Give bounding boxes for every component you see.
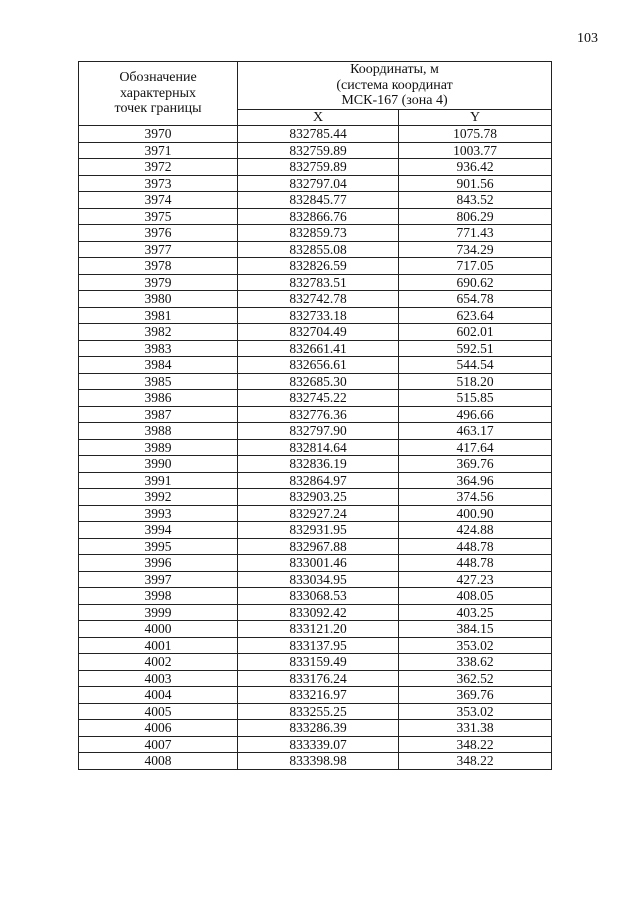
y-coordinate-cell: 602.01 [399,324,552,341]
point-number-cell: 3982 [79,324,238,341]
x-coordinate-cell: 832776.36 [238,406,399,423]
y-coordinate-cell: 348.22 [399,736,552,753]
point-number-cell: 3978 [79,258,238,275]
x-coordinate-cell: 833398.98 [238,753,399,770]
table-row [79,390,552,407]
table-row [79,654,552,671]
y-coordinate-cell: 771.43 [399,225,552,242]
table-row [79,538,552,555]
table-row [79,604,552,621]
x-coordinate-cell: 832661.41 [238,340,399,357]
point-number-cell: 3999 [79,604,238,621]
point-number-cell: 3983 [79,340,238,357]
table-row [79,423,552,440]
point-number-cell: 3995 [79,538,238,555]
y-coordinate-cell: 544.54 [399,357,552,374]
x-coordinate-cell: 833034.95 [238,571,399,588]
x-coordinate-cell: 832845.77 [238,192,399,209]
x-coordinate-cell: 832745.22 [238,390,399,407]
header-point-line: Обозначение [119,70,197,86]
header-y: Y [399,109,552,126]
point-number-cell: 4000 [79,621,238,638]
y-coordinate-cell: 424.88 [399,522,552,539]
table-row [79,555,552,572]
point-number-cell: 4006 [79,720,238,737]
point-number-cell: 4001 [79,637,238,654]
point-number-cell: 3980 [79,291,238,308]
y-coordinate-cell: 364.96 [399,472,552,489]
x-coordinate-cell: 832826.59 [238,258,399,275]
point-number-cell: 3988 [79,423,238,440]
point-number-cell: 3985 [79,373,238,390]
x-coordinate-cell: 833339.07 [238,736,399,753]
header-point-line: характерных [119,85,197,101]
x-coordinate-cell: 832759.89 [238,142,399,159]
table-row [79,505,552,522]
x-coordinate-cell: 832859.73 [238,225,399,242]
x-coordinate-cell: 833001.46 [238,555,399,572]
x-coordinate-cell: 832733.18 [238,307,399,324]
table-row [79,357,552,374]
y-coordinate-cell: 417.64 [399,439,552,456]
point-number-cell: 3996 [79,555,238,572]
table-row [79,753,552,770]
table-row [79,159,552,176]
header-coords-line: Координаты, м [350,62,439,77]
x-coordinate-cell: 833137.95 [238,637,399,654]
table-row [79,225,552,242]
y-coordinate-cell: 408.05 [399,588,552,605]
y-coordinate-cell: 448.78 [399,538,552,555]
y-coordinate-cell: 338.62 [399,654,552,671]
point-number-cell: 4004 [79,687,238,704]
point-number-cell: 4002 [79,654,238,671]
y-coordinate-cell: 592.51 [399,340,552,357]
y-coordinate-cell: 427.23 [399,571,552,588]
table-row [79,208,552,225]
table-row [79,456,552,473]
table-row [79,522,552,539]
table-row [79,489,552,506]
table-row [79,192,552,209]
x-coordinate-cell: 833159.49 [238,654,399,671]
point-number-cell: 3972 [79,159,238,176]
header-x: X [238,109,399,126]
y-coordinate-cell: 843.52 [399,192,552,209]
table-row [79,621,552,638]
x-coordinate-cell: 832927.24 [238,505,399,522]
table-row [79,340,552,357]
point-number-cell: 3975 [79,208,238,225]
point-number-cell: 3989 [79,439,238,456]
x-coordinate-cell: 832797.04 [238,175,399,192]
header-coords-line: (система координат [336,77,453,93]
x-coordinate-cell: 833176.24 [238,670,399,687]
table-row [79,142,552,159]
x-coordinate-cell: 833068.53 [238,588,399,605]
point-number-cell: 3979 [79,274,238,291]
y-coordinate-cell: 353.02 [399,637,552,654]
point-number-cell: 4003 [79,670,238,687]
y-coordinate-cell: 448.78 [399,555,552,572]
x-coordinate-cell: 832783.51 [238,274,399,291]
x-coordinate-cell: 832742.78 [238,291,399,308]
point-number-cell: 3973 [79,175,238,192]
table-row [79,274,552,291]
x-coordinate-cell: 832814.64 [238,439,399,456]
table-row [79,571,552,588]
x-coordinate-cell: 832797.90 [238,423,399,440]
table-row [79,373,552,390]
point-number-cell: 4008 [79,753,238,770]
y-coordinate-cell: 348.22 [399,753,552,770]
y-coordinate-cell: 901.56 [399,175,552,192]
y-coordinate-cell: 1075.78 [399,126,552,143]
table-row [79,736,552,753]
x-coordinate-cell: 832656.61 [238,357,399,374]
point-number-cell: 3987 [79,406,238,423]
table-body [79,126,552,770]
y-coordinate-cell: 353.02 [399,703,552,720]
x-coordinate-cell: 832855.08 [238,241,399,258]
point-number-cell: 3970 [79,126,238,143]
x-coordinate-cell: 832866.76 [238,208,399,225]
x-coordinate-cell: 833216.97 [238,687,399,704]
table-row [79,670,552,687]
table-row [79,291,552,308]
point-number-cell: 3997 [79,571,238,588]
y-coordinate-cell: 806.29 [399,208,552,225]
y-coordinate-cell: 690.62 [399,274,552,291]
point-number-cell: 3991 [79,472,238,489]
point-number-cell: 3984 [79,357,238,374]
x-coordinate-cell: 832759.89 [238,159,399,176]
table-row [79,324,552,341]
y-coordinate-cell: 515.85 [399,390,552,407]
y-coordinate-cell: 331.38 [399,720,552,737]
y-coordinate-cell: 374.56 [399,489,552,506]
point-number-cell: 3992 [79,489,238,506]
table-row [79,307,552,324]
y-coordinate-cell: 400.90 [399,505,552,522]
table-row [79,637,552,654]
table-row [79,687,552,704]
point-number-cell: 3974 [79,192,238,209]
y-coordinate-cell: 384.15 [399,621,552,638]
table-row [79,175,552,192]
y-coordinate-cell: 463.17 [399,423,552,440]
y-coordinate-cell: 734.29 [399,241,552,258]
y-coordinate-cell: 623.64 [399,307,552,324]
header-coords-line: МСК-167 (зона 4) [341,93,448,108]
point-number-cell: 3993 [79,505,238,522]
x-coordinate-cell: 832967.88 [238,538,399,555]
point-number-cell: 3981 [79,307,238,324]
table-row [79,126,552,143]
x-coordinate-cell: 832931.95 [238,522,399,539]
y-coordinate-cell: 936.42 [399,159,552,176]
point-number-cell: 3977 [79,241,238,258]
x-coordinate-cell: 833255.25 [238,703,399,720]
point-number-cell: 3971 [79,142,238,159]
point-number-cell: 3994 [79,522,238,539]
table-row [79,406,552,423]
table-row [79,720,552,737]
page-number: 103 [577,31,598,46]
coordinates-table [78,61,552,770]
table-row [79,703,552,720]
table-row [79,241,552,258]
x-coordinate-cell: 832903.25 [238,489,399,506]
y-coordinate-cell: 403.25 [399,604,552,621]
point-number-cell: 3986 [79,390,238,407]
y-coordinate-cell: 496.66 [399,406,552,423]
y-coordinate-cell: 369.76 [399,687,552,704]
y-coordinate-cell: 518.20 [399,373,552,390]
x-coordinate-cell: 833092.42 [238,604,399,621]
y-coordinate-cell: 717.05 [399,258,552,275]
table-row [79,588,552,605]
x-coordinate-cell: 833121.20 [238,621,399,638]
x-coordinate-cell: 832836.19 [238,456,399,473]
y-coordinate-cell: 654.78 [399,291,552,308]
y-coordinate-cell: 369.76 [399,456,552,473]
table-header [79,62,552,126]
x-coordinate-cell: 832704.49 [238,324,399,341]
x-coordinate-cell: 832864.97 [238,472,399,489]
point-number-cell: 4005 [79,703,238,720]
point-number-cell: 3976 [79,225,238,242]
table-row [79,258,552,275]
x-coordinate-cell: 832785.44 [238,126,399,143]
x-coordinate-cell: 833286.39 [238,720,399,737]
table-row [79,439,552,456]
header-coordinates [238,62,552,110]
y-coordinate-cell: 1003.77 [399,142,552,159]
point-number-cell: 4007 [79,736,238,753]
y-coordinate-cell: 362.52 [399,670,552,687]
x-coordinate-cell: 832685.30 [238,373,399,390]
header-point-line: точек границы [114,101,202,117]
header-point-designation [79,62,238,126]
table-row [79,472,552,489]
point-number-cell: 3998 [79,588,238,605]
point-number-cell: 3990 [79,456,238,473]
